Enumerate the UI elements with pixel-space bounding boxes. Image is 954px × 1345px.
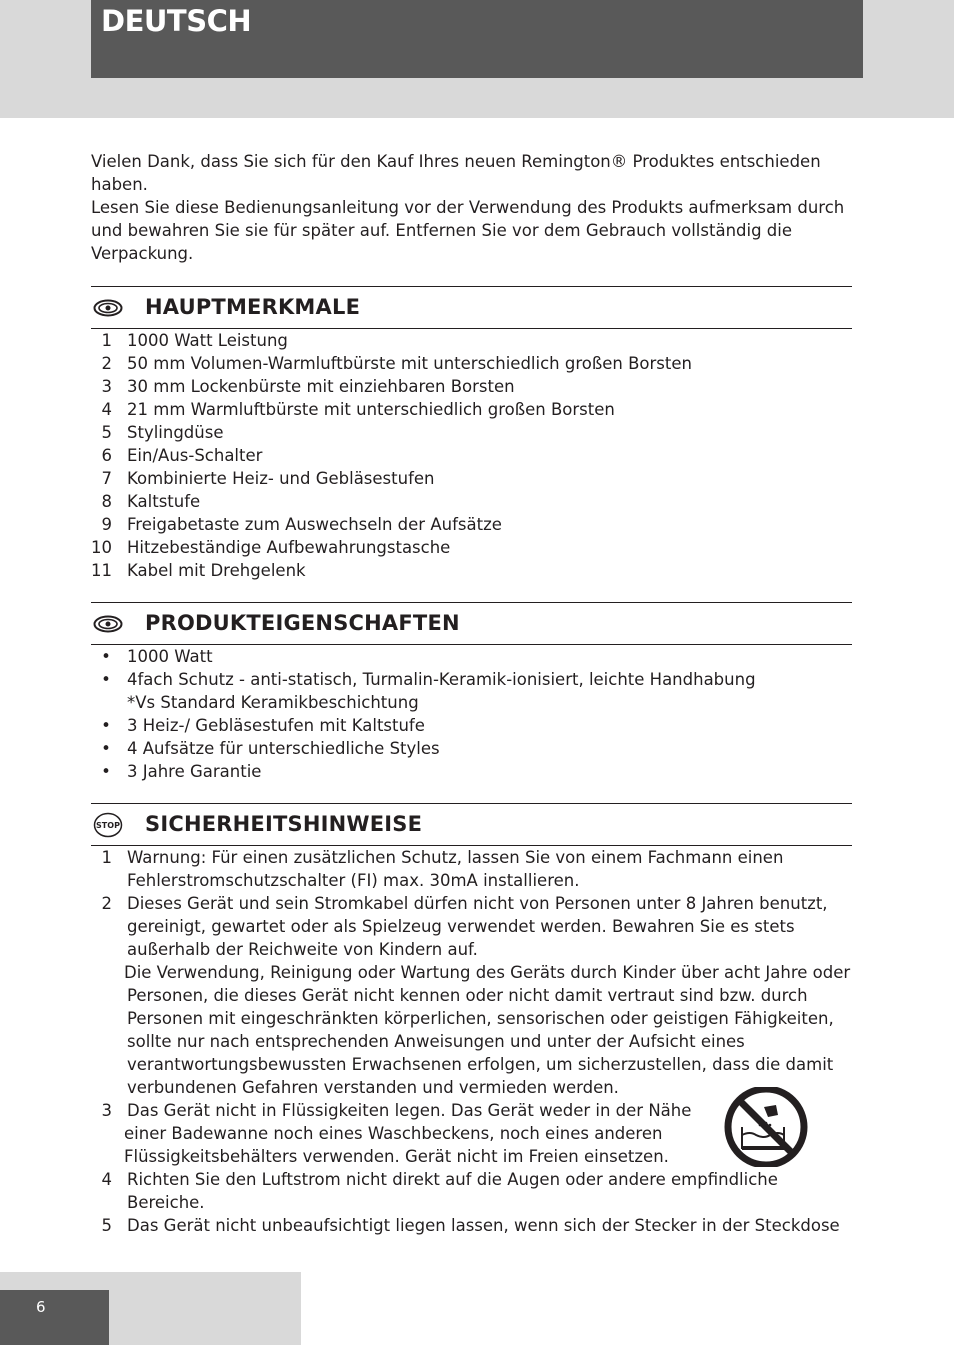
feature-item (91, 559, 852, 582)
feature-text: Freigabetaste zum Auswechseln der Aufsätze (127, 515, 502, 534)
feature-item (91, 352, 852, 375)
no-water-icon (720, 1087, 812, 1171)
safety-section (91, 803, 852, 1237)
safety-line: einer Badewanne noch eines Waschbeckens, noch eines anderen (124, 1124, 663, 1143)
safety-line: sollte nur nach entsprechenden Anweisungen und unter der Aufsicht eines (127, 1032, 745, 1051)
properties-title: PRODUKTEIGENSCHAFTEN (145, 611, 460, 635)
safety-item (91, 892, 852, 961)
feature-number: 4 (101, 400, 112, 419)
intro-line-1: Vielen Dank, dass Sie sich für den Kauf Ihres neuen Remington® Produktes entschieden haben. (91, 152, 821, 194)
safety-text (112, 1099, 691, 1168)
safety-line: Dieses Gerät und sein Stromkabel dürfen nicht von Personen unter 8 Jahren benutzt, (127, 894, 828, 913)
language-bar (91, 0, 863, 78)
feature-number: 3 (101, 377, 112, 396)
feature-item (91, 444, 852, 467)
feature-text: Ein/Aus-Schalter (127, 446, 263, 465)
feature-item (91, 329, 852, 352)
feature-item (91, 513, 852, 536)
property-text: 3 Heiz-/ Gebläsestufen mit Kaltstufe (127, 716, 425, 735)
feature-number: 6 (101, 446, 112, 465)
feature-text: Stylingdüse (127, 423, 224, 442)
feature-number: 2 (101, 354, 112, 373)
intro (91, 150, 852, 265)
property-text-wrap (121, 668, 756, 714)
safety-line: Das Gerät nicht in Flüssigkeiten legen. Das Gerät weder in der Nähe (127, 1101, 692, 1120)
features-title: HAUPTMERKMALE (145, 295, 361, 319)
intro-line-2: Lesen Sie diese Bedienungsanleitung vor der Verwendung des Produkts aufmerksam durch und bewahren Sie sie für später auf. Entfernen Sie vor dem Gebrauch vollständig die Verpackung. (91, 198, 845, 263)
feature-text: 30 mm Lockenbürste mit einziehbaren Borsten (127, 377, 515, 396)
safety-text (112, 1214, 840, 1237)
bullet: • (101, 762, 111, 781)
feature-number: 11 (91, 561, 112, 580)
feature-text: Hitzebeständige Aufbewahrungstasche (127, 538, 451, 557)
feature-item (91, 490, 852, 513)
bullet: • (101, 739, 111, 758)
feature-text: Kombinierte Heiz- und Gebläsestufen (127, 469, 435, 488)
safety-line: außerhalb der Reichweite von Kindern auf. (127, 940, 478, 959)
property-text-wrap (121, 737, 440, 760)
feature-item (91, 536, 852, 559)
safety-item (91, 1168, 852, 1214)
feature-number: 10 (91, 538, 112, 557)
safety-line: Warnung: Für einen zusätzlichen Schutz, lassen Sie von einem Fachmann einen (127, 848, 784, 867)
safety-line: Die Verwendung, Reinigung oder Wartung des Geräts durch Kinder über acht Jahre oder (124, 963, 851, 982)
feature-number: 5 (101, 423, 112, 442)
property-item (91, 737, 852, 760)
safety-text (112, 1168, 778, 1214)
features-header (91, 286, 852, 329)
properties-header (91, 602, 852, 645)
property-text: 1000 Watt (127, 647, 213, 666)
safety-item (91, 961, 852, 1099)
safety-item (91, 1214, 852, 1237)
feature-number: 9 (101, 515, 112, 534)
property-item (91, 668, 852, 714)
safety-title: SICHERHEITSHINWEISE (145, 812, 423, 836)
safety-line: Bereiche. (127, 1193, 205, 1212)
feature-text: 1000 Watt Leistung (127, 331, 288, 350)
safety-number: 1 (101, 848, 112, 867)
feature-text: Kabel mit Drehgelenk (127, 561, 306, 580)
safety-list (91, 846, 852, 1237)
safety-line: verbundenen Gefahren verstanden und vermieden werden. (127, 1078, 619, 1097)
safety-line: Richten Sie den Luftstrom nicht direkt auf die Augen oder andere empfindliche (127, 1170, 778, 1189)
features-list (91, 329, 852, 582)
feature-number: 1 (101, 331, 112, 350)
feature-item (91, 421, 852, 444)
property-note: *Vs Standard Keramikbeschichtung (127, 693, 419, 712)
eye-icon (93, 613, 123, 635)
property-text: 4 Aufsätze für unterschiedliche Styles (127, 739, 440, 758)
language-title: DEUTSCH (101, 4, 252, 38)
bullet: • (101, 647, 111, 666)
stop-icon (93, 814, 123, 836)
feature-number: 7 (101, 469, 112, 488)
property-text-wrap (121, 714, 425, 737)
features-section (91, 286, 852, 582)
feature-item (91, 398, 852, 421)
property-item (91, 714, 852, 737)
property-text-wrap (121, 760, 261, 783)
properties-list (91, 645, 852, 783)
feature-text: 50 mm Volumen-Warmluftbürste mit unterschiedlich großen Borsten (127, 354, 692, 373)
safety-line: Flüssigkeitsbehälters verwenden. Gerät nicht im Freien einsetzen. (124, 1147, 669, 1166)
property-text: 4fach Schutz - anti-statisch, Turmalin-Keramik-ionisiert, leichte Handhabung (127, 670, 756, 689)
safety-number: 4 (101, 1170, 112, 1189)
page-number-box (0, 1290, 109, 1345)
safety-number: 5 (101, 1216, 112, 1235)
safety-line: Das Gerät nicht unbeaufsichtigt liegen lassen, wenn sich der Stecker in der Steckdose (127, 1216, 840, 1235)
svg-text:STOP: STOP (96, 820, 120, 830)
property-item (91, 760, 852, 783)
safety-text (112, 961, 850, 1099)
bullet: • (101, 670, 111, 689)
feature-item (91, 467, 852, 490)
safety-line: Fehlerstromschutzschalter (FI) max. 30mA installieren. (127, 871, 580, 890)
properties-section (91, 602, 852, 783)
page-number: 6 (36, 1298, 46, 1316)
safety-line: Personen mit eingeschränkten körperlichen, sensorischen oder geistigen Fähigkeiten, (127, 1009, 834, 1028)
property-text-wrap (121, 645, 213, 668)
safety-number: 2 (101, 894, 112, 913)
eye-icon (93, 297, 123, 319)
main-content (91, 150, 852, 1237)
safety-header (91, 803, 852, 846)
feature-item (91, 375, 852, 398)
safety-text (112, 892, 828, 961)
safety-text (112, 846, 783, 892)
feature-number: 8 (101, 492, 112, 511)
bullet: • (101, 716, 111, 735)
safety-item (91, 846, 852, 892)
safety-line: gereinigt, gewartet oder als Spielzeug verwendet werden. Bewahren Sie es stets (127, 917, 795, 936)
safety-number: 3 (101, 1101, 112, 1120)
feature-text: 21 mm Warmluftbürste mit unterschiedlich großen Borsten (127, 400, 615, 419)
safety-number (91, 961, 112, 1099)
property-item (91, 645, 852, 668)
feature-text: Kaltstufe (127, 492, 201, 511)
property-text: 3 Jahre Garantie (127, 762, 262, 781)
safety-line: verantwortungsbewussten Erwachsenen erfolgen, um sicherzustellen, dass die damit (127, 1055, 834, 1074)
safety-line: Personen, die dieses Gerät nicht kennen oder nicht damit vertraut sind bzw. durch (127, 986, 808, 1005)
